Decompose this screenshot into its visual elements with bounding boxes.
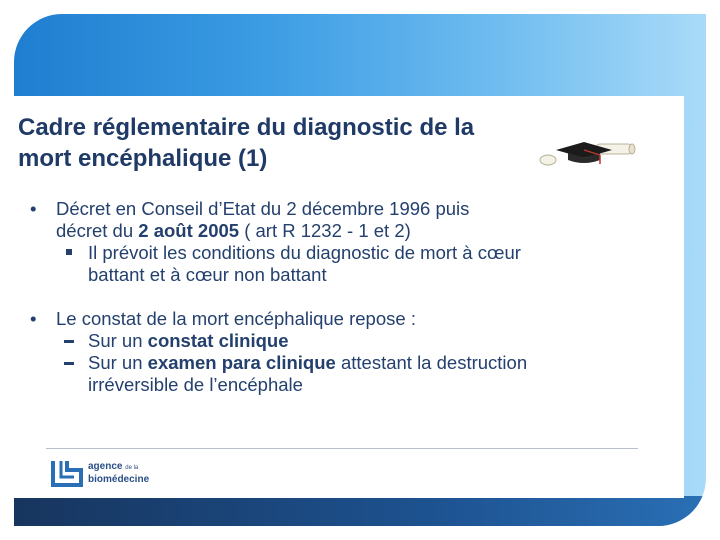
logo-word-agence: agence [88,461,123,472]
sub-1-1-line-2: battant et à cœur non battant [88,264,327,285]
logo-word-de-la: de la [125,465,139,471]
title-line-2: mort encéphalique (1) [18,145,268,172]
slide-body [30,198,660,396]
bullet-item-2 [30,308,660,330]
sub-2-2-line-2: irréversible de l’encéphale [88,374,303,395]
footer-divider [46,448,638,449]
sub-2-1-bold: constat clinique [147,330,289,351]
sub-item-1-1 [30,242,660,286]
bullet-1-line-1: Décret en Conseil d’Etat du 2 décembre 1996 puis [56,198,470,219]
sub-2-2-pre: Sur un [88,352,148,373]
sub-2-2-bold: examen para clinique [147,352,336,373]
title-line-1: Cadre réglementaire du diagnostic de la [18,114,475,141]
agence-biomedecine-logo [50,458,149,488]
agence-logo-mark-icon [50,458,84,488]
bullet-1-date-bold: 2 août 2005 [138,220,240,241]
bullet-1-line-2-pre: décret du [56,220,139,241]
dash-bullet-icon [64,340,74,343]
bullet-1-line-2-post: ( art R 1232 - 1 et 2) [239,220,411,241]
bullet-dot-icon: • [30,308,37,329]
sub-2-2-post: attestant la destruction [335,352,528,373]
square-bullet-icon [66,249,72,255]
logo-word-biomedecine: biomédecine [88,474,150,485]
sub-item-2-1 [30,330,660,352]
frame-bottom-band [14,496,706,526]
dash-bullet-icon [64,362,74,365]
sub-2-1-pre: Sur un [88,330,148,351]
sub-1-1-line-1: Il prévoit les conditions du diagnostic de mort à cœur [88,242,521,263]
bullet-item-1 [30,198,660,242]
bullet-2-text: Le constat de la mort encéphalique repose : [56,308,416,329]
bullet-dot-icon: • [30,198,37,219]
sub-item-2-2 [30,352,660,396]
graduation-cap-icon [538,138,638,168]
